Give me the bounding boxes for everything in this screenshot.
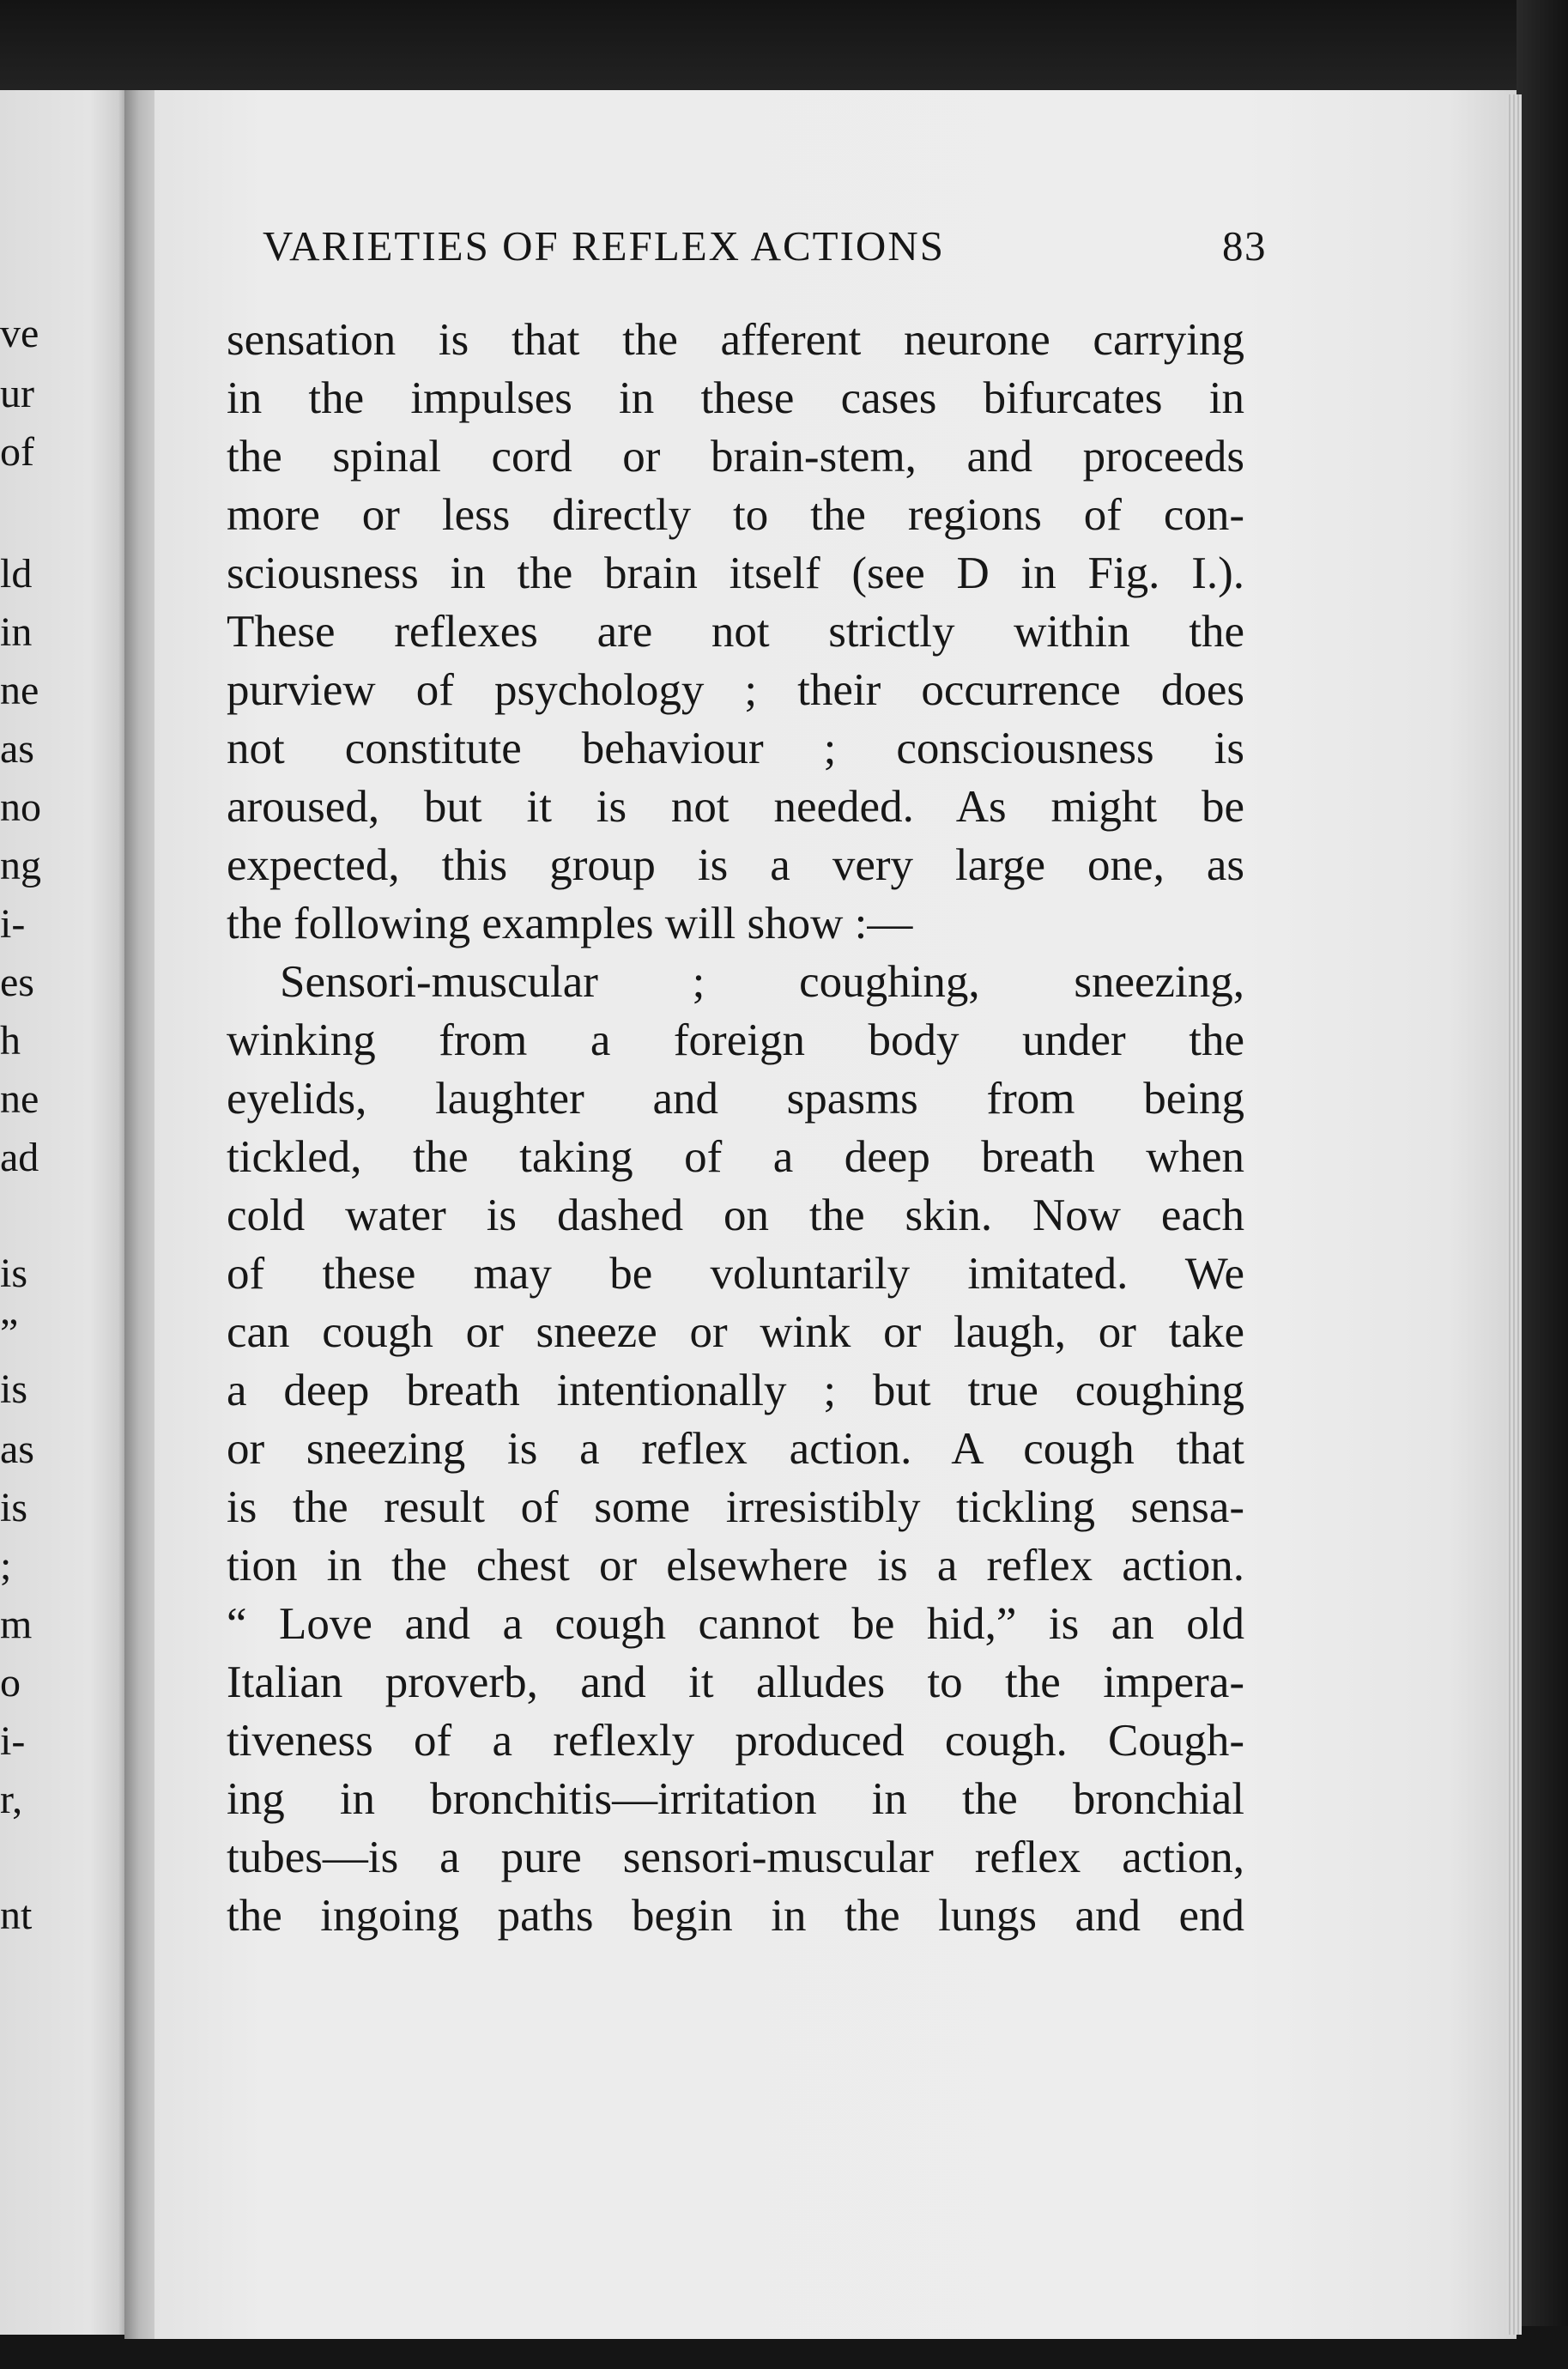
left-page-text-fragment: ne [0,668,39,713]
left-page-text-fragment: of [0,429,34,475]
left-page-text-fragment: ve [0,311,39,356]
body-text-line: in the impulses in these cases bifurcates in [227,373,1244,423]
left-page-text-fragment: ur [0,371,34,416]
left-page-text-fragment: as [0,1427,34,1472]
body-text-line: tickled, the taking of a deep breath when [227,1132,1244,1182]
body-text-line: sciousness in the brain itself (see D in Fig. I.). [227,548,1244,598]
body-text-line: ing in bronchitis—irritation in the bronchial [227,1774,1244,1824]
body-text-line: not constitute behaviour ; consciousness is [227,724,1244,773]
body-text-line: can cough or sneeze or wink or laugh, or take [227,1307,1244,1357]
left-page-text-fragment: es [0,960,34,1005]
running-head-title: VARIETIES OF REFLEX ACTIONS [263,222,945,270]
body-text-line: a deep breath intentionally ; but true coughing [227,1366,1244,1415]
body-text-line: tubes—is a pure sensori-muscular reflex action, [227,1833,1244,1882]
body-text-line: “ Love and a cough cannot be hid,” is an old [227,1599,1244,1649]
body-text-line: or sneezing is a reflex action. A cough that [227,1424,1244,1474]
body-text-line: the ingoing paths begin in the lungs and end [227,1891,1244,1941]
left-page-text-fragment: ; [0,1543,12,1589]
body-text-line: more or less directly to the regions of con- [227,490,1244,540]
page-edge [1506,94,1522,2335]
body-text-line: Sensori-muscular ; coughing, sneezing, [280,957,1244,1007]
body-text-line: the spinal cord or brain-stem, and proceeds [227,432,1244,482]
left-page-text-fragment: ” [0,1311,19,1356]
left-page-text-fragment: ld [0,551,33,597]
facing-page-fragment [0,90,129,2335]
left-page-text-fragment: nt [0,1893,33,1938]
left-page-text-fragment: i- [0,1718,26,1764]
body-text-line: tion in the chest or elsewhere is a reflex action. [227,1541,1244,1590]
page-number: 83 [1222,222,1267,270]
body-text-line: sensation is that the afferent neurone carrying [227,315,1244,365]
left-page-text-fragment: r, [0,1777,23,1822]
left-page-text-fragment: in [0,609,33,655]
left-page-text-fragment: m [0,1602,33,1647]
body-text-line: is the result of some irresistibly tickling sensa- [227,1482,1244,1532]
left-page-text-fragment: is [0,1251,28,1296]
left-page-text-fragment: ng [0,843,41,888]
body-text-line: cold water is dashed on the skin. Now each [227,1191,1244,1240]
left-page-text-fragment: as [0,726,34,772]
left-page-text-fragment: ne [0,1076,39,1122]
left-page-text-fragment: o [0,1660,21,1706]
body-text-line: eyelids, laughter and spasms from being [227,1074,1244,1124]
body-text-line: tiveness of a reflexly produced cough. Cough- [227,1716,1244,1766]
body-text-line: purview of psychology ; their occurrence does [227,665,1244,715]
body-text-line: expected, this group is a very large one, as [227,840,1244,890]
left-page-text-fragment: is [0,1366,28,1412]
scan-border-top [0,0,1568,94]
running-head [263,221,1267,270]
body-text-line: These reflexes are not strictly within the [227,607,1244,657]
left-page-text-fragment: i- [0,901,26,947]
scan-border-right [1517,0,1568,2369]
left-page-text-fragment: h [0,1018,21,1063]
left-page-text-fragment: ad [0,1135,39,1180]
body-text-line: winking from a foreign body under the [227,1015,1244,1065]
left-page-text-fragment: is [0,1485,28,1530]
body-text-line: the following examples will show :— [227,899,913,948]
body-text-line: Italian proverb, and it alludes to the impera- [227,1657,1244,1707]
left-page-text-fragment: no [0,785,41,830]
body-text-line: aroused, but it is not needed. As might be [227,782,1244,832]
body-text-line: of these may be voluntarily imitated. We [227,1249,1244,1299]
